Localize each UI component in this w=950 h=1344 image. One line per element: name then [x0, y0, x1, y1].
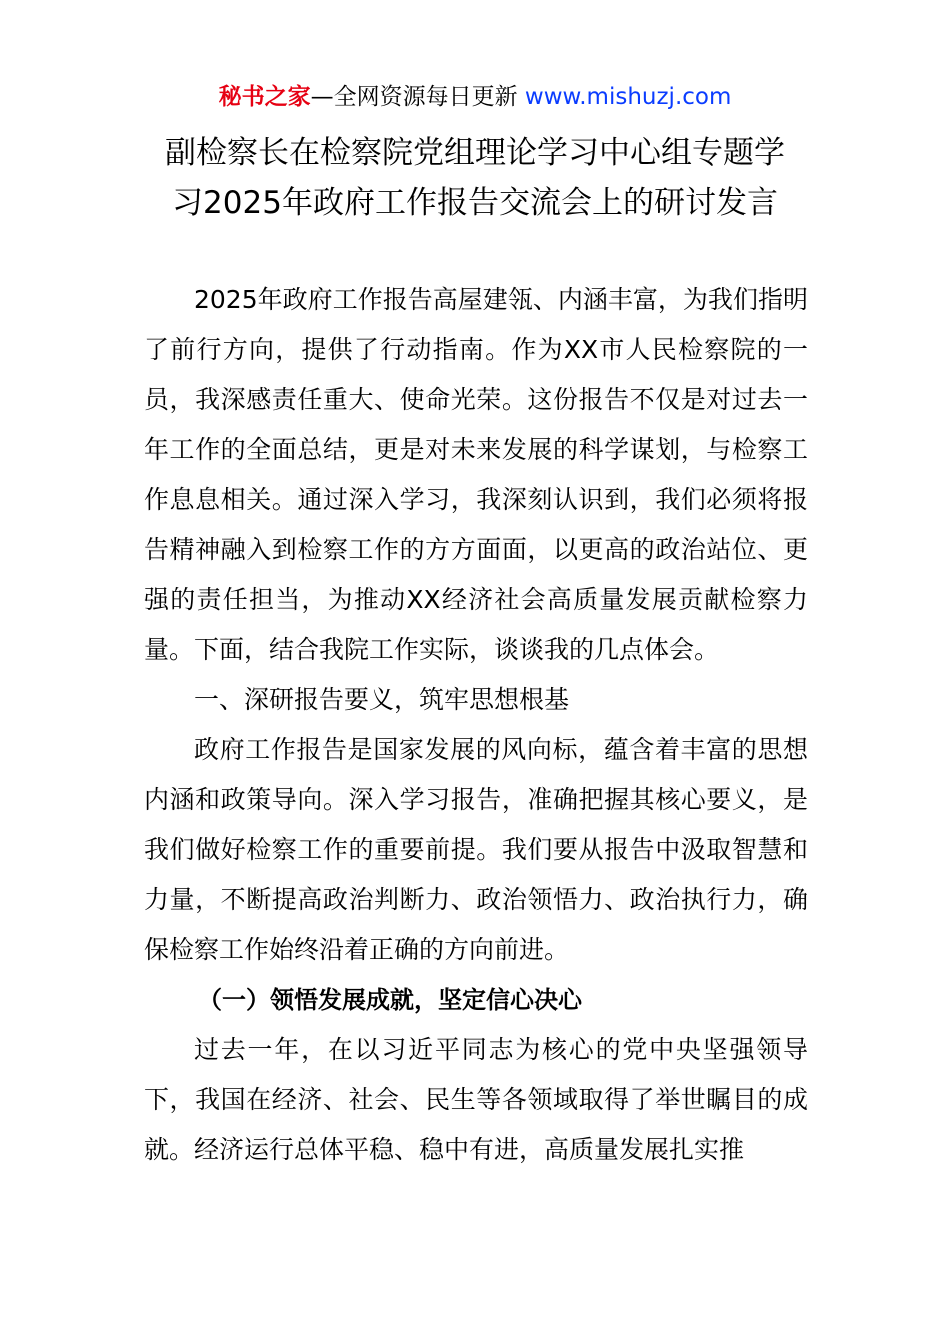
section-paragraph: 政府工作报告是国家发展的风向标，蕴含着丰富的思想内涵和政策导向。深入学习报告，准确把握其核心要义，是我们做好检察工作的重要前提。我们要从报告中汲取智慧和力量，不断提高政治判断力、政治领悟力、政治执行力，确保检察工作始终沿着正确的方向前进。	[144, 735, 808, 964]
document-title	[100, 128, 850, 228]
subsection-heading: （一）领悟发展成就，坚定信心决心	[198, 986, 582, 1014]
title-line-1: 副检察长在检察院党组理论学习中心组专题学	[165, 135, 785, 171]
header-slogan: —全网资源每日更新	[310, 84, 525, 110]
website-link[interactable]: www.mishuzj.com	[524, 84, 732, 110]
site-header	[0, 80, 950, 114]
title-line-2: 习2025年政府工作报告交流会上的研讨发言	[172, 185, 778, 221]
document-body	[144, 275, 808, 1175]
intro-paragraph: 2025年政府工作报告高屋建瓴、内涵丰富，为我们指明了前行方向，提供了行动指南。作为XX市人民检察院的一员，我深感责任重大、使命光荣。这份报告不仅是对过去一年工作的全面总结，更是对未来发展的科学谋划，与检察工作息息相关。通过深入学习，我深刻认识到，我们必须将报告精神融入到检察工作的方方面面，以更高的政治站位、更强的责任担当，为推动XX经济社会高质量发展贡献检察力量。下面，结合我院工作实际，谈谈我的几点体会。	[144, 285, 808, 664]
brand-name: 秘书之家	[218, 84, 311, 110]
subsection-paragraph: 过去一年，在以习近平同志为核心的党中央坚强领导下，我国在经济、社会、民生等各领域取得了举世瞩目的成就。经济运行总体平稳、稳中有进，高质量发展扎实推	[144, 1035, 808, 1164]
section-heading: 一、深研报告要义，筑牢思想根基	[194, 685, 570, 714]
